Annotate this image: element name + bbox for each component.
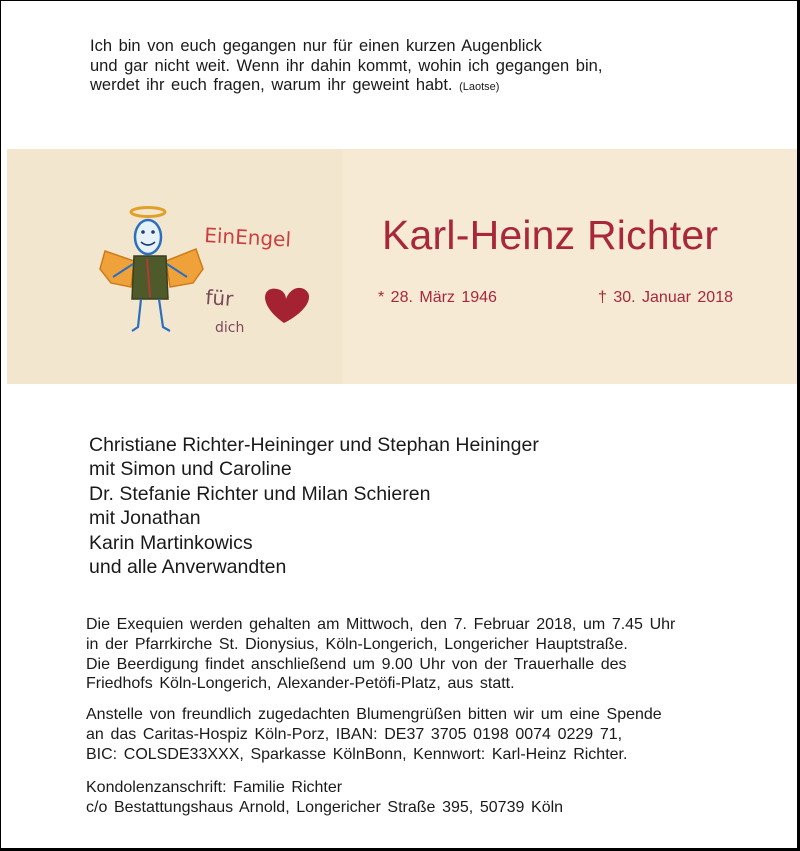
condolence-address — [86, 778, 563, 818]
quote-line-text: werdet ihr euch fragen, warum ihr geweint habt. — [90, 76, 453, 94]
service-line: in der Pfarrkirche St. Dionysius, Köln-Longerich, Longericher Hauptstraße. — [86, 635, 628, 653]
death-date: † 30. Januar 2018 — [598, 289, 733, 306]
quote-line: Ich bin von euch gegangen nur für einen kurzen Augenblick — [90, 37, 542, 55]
quote-source: (Laotse) — [459, 81, 500, 93]
drawing-text-line3: dich — [215, 320, 245, 336]
deceased-name: Karl-Heinz Richter — [382, 212, 719, 258]
donation-line: Anstelle von freundlich zugedachten Blumengrüßen bitten wir um eine Spende — [86, 706, 662, 723]
donation-line: BIC: COLSDE33XXX, Sparkasse KölnBonn, Kennwort: Karl-Heinz Richter. — [86, 745, 628, 763]
service-details — [86, 615, 675, 694]
mourner-line: Karin Martinkowics — [89, 531, 253, 554]
donation-line: an das Caritas-Hospiz Köln-Porz, IBAN: DE37 3705 0198 0074 0229 71, — [86, 725, 623, 743]
service-line: Friedhofs Köln-Longerich, Alexander-Petöfi-Platz, aus statt. — [86, 675, 515, 693]
mourners-list — [89, 433, 539, 579]
service-line: Die Exequien werden gehalten am Mittwoch, den 7. Februar 2018, um 7.45 Uhr — [86, 616, 676, 633]
quote-block — [90, 37, 710, 98]
condolence-line: Kondolenzanschrift: Familie Richter — [86, 779, 343, 796]
quote-line-last — [90, 76, 710, 98]
service-line: Die Beerdigung findet anschließend um 9.00 Uhr von der Trauerhalle des — [86, 655, 627, 673]
condolence-line: c/o Bestattungshaus Arnold, Longericher Straße 395, 50739 Köln — [86, 798, 564, 816]
mourner-line: Dr. Stefanie Richter und Milan Schieren — [89, 482, 431, 505]
angel-drawing-illustration — [7, 149, 342, 384]
mourner-line: und alle Anverwandten — [89, 556, 287, 579]
mourner-line: Christiane Richter-Heininger und Stephan Heininger — [89, 434, 539, 456]
child-drawing — [7, 149, 342, 384]
drawing-text-line2: für — [204, 285, 235, 311]
birth-date: * 28. März 1946 — [378, 289, 497, 306]
mourner-line: mit Simon und Caroline — [89, 458, 292, 481]
donation-details — [86, 705, 662, 764]
drawing-text-line1: EinEngel — [203, 223, 292, 252]
header-band — [7, 149, 797, 384]
quote-line: und gar nicht weit. Wenn ihr dahin kommt, wohin ich gegangen bin, — [90, 56, 603, 75]
mourner-line: mit Jonathan — [89, 507, 201, 530]
